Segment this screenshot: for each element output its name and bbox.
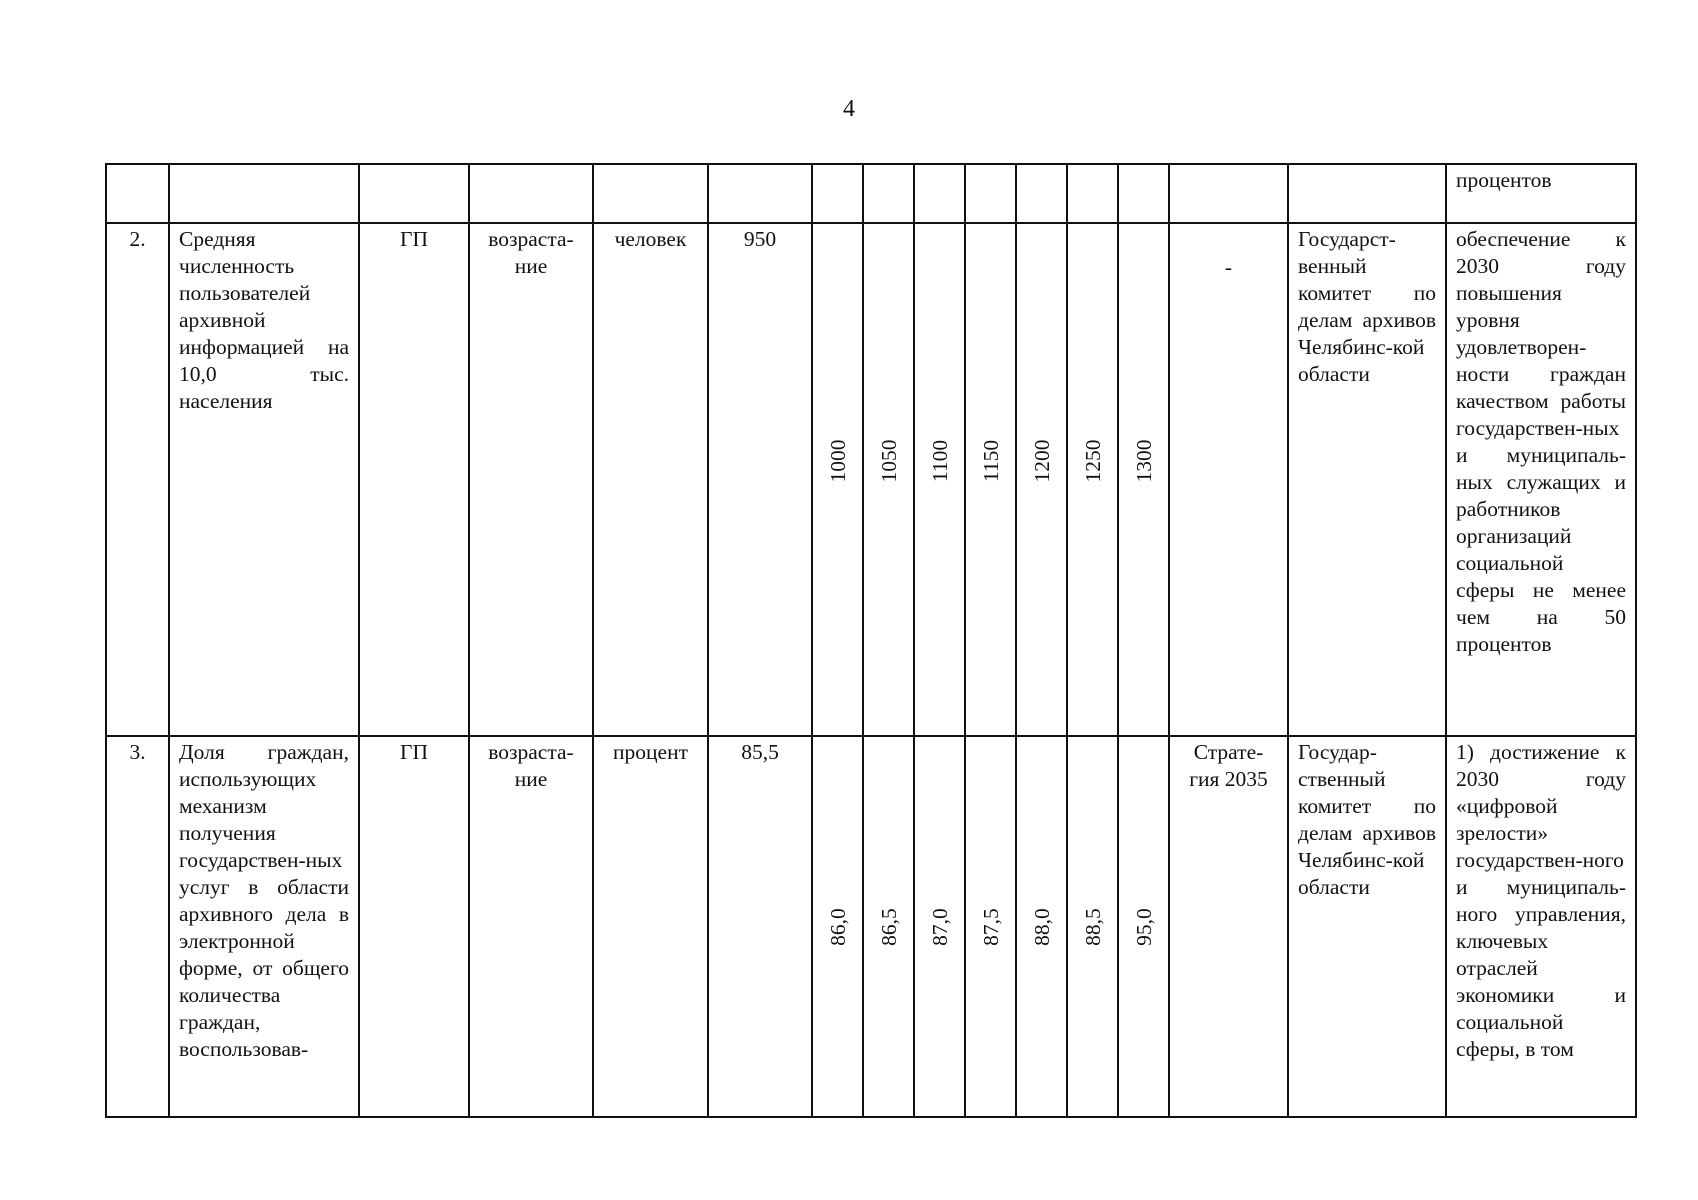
- year-value-cell: [1016, 223, 1067, 736]
- responsible-cell: Государ-ственный комитет по делам архивов Челябинс-кой области: [1288, 736, 1446, 1117]
- year-value: 1250: [1080, 439, 1105, 483]
- empty-cell: [812, 164, 863, 223]
- row-number: 2.: [106, 223, 169, 736]
- year-value-cell: [863, 223, 914, 736]
- goal-cell: обеспечение к 2030 году повышения уровня удовлетворен-ности граждан качеством работы государствен-ных и муниципаль-ных служащих и работников организаций социальной сферы не менее чем на 50 процентов: [1446, 223, 1636, 736]
- year-value: 1300: [1131, 439, 1156, 483]
- unit-cell: человек: [593, 223, 708, 736]
- year-value: 86,5: [876, 908, 901, 946]
- document-cell: Страте-гия 2035: [1169, 736, 1288, 1117]
- row-number: 3.: [106, 736, 169, 1117]
- indicator-name: Доля граждан, использующих механизм получения государствен-ных услуг в области архивного дела в электронной форме, от общего количества граждан, воспользовав-: [169, 736, 359, 1117]
- indicators-table: [105, 163, 1637, 1118]
- year-value: 87,5: [978, 908, 1003, 946]
- level-cell: ГП: [359, 223, 469, 736]
- empty-cell: [965, 164, 1016, 223]
- empty-cell: [1288, 164, 1446, 223]
- level-cell: ГП: [359, 736, 469, 1117]
- table-row-continuation: [106, 164, 1636, 223]
- empty-cell: [863, 164, 914, 223]
- year-value: 1050: [876, 439, 901, 483]
- base-value-cell: 950: [708, 223, 812, 736]
- year-value: 87,0: [927, 908, 952, 946]
- year-value-cell: [812, 736, 863, 1117]
- year-value-cell: [965, 736, 1016, 1117]
- unit-cell: процент: [593, 736, 708, 1117]
- empty-cell: [469, 164, 593, 223]
- year-value-cell: [965, 223, 1016, 736]
- direction-cell: возраста-ние: [469, 736, 593, 1117]
- responsible-cell: Государст-венный комитет по делам архивов Челябинс-кой области: [1288, 223, 1446, 736]
- year-value: 88,5: [1080, 908, 1105, 946]
- document-cell: -: [1169, 223, 1288, 736]
- year-value-cell: [914, 736, 965, 1117]
- year-value: 1200: [1029, 439, 1054, 483]
- year-value: 1150: [978, 439, 1003, 483]
- indicator-name: Средняя численность пользователей архивной информацией на 10,0 тыс. населения: [169, 223, 359, 736]
- empty-cell: [914, 164, 965, 223]
- year-value-cell: [1118, 736, 1169, 1117]
- year-value: 95,0: [1131, 908, 1156, 946]
- year-value: 86,0: [825, 908, 850, 946]
- empty-cell: [1118, 164, 1169, 223]
- empty-cell: [593, 164, 708, 223]
- year-value-cell: [863, 736, 914, 1117]
- year-value-cell: [1016, 736, 1067, 1117]
- empty-cell: [1169, 164, 1288, 223]
- year-value-cell: [1067, 223, 1118, 736]
- year-value: 1000: [825, 439, 850, 483]
- empty-cell: [359, 164, 469, 223]
- empty-cell: [1016, 164, 1067, 223]
- empty-cell: [106, 164, 169, 223]
- empty-cell: [169, 164, 359, 223]
- goal-cell: процентов: [1446, 164, 1636, 223]
- empty-cell: [1067, 164, 1118, 223]
- year-value: 88,0: [1029, 908, 1054, 946]
- goal-cell: 1) достижение к 2030 году «цифровой зрелости» государствен-ного и муниципаль-ного управления, ключевых отраслей экономики и социальной сферы, в том: [1446, 736, 1636, 1117]
- table-row: [106, 223, 1636, 736]
- page-number: 4: [843, 96, 855, 122]
- direction-cell: возраста-ние: [469, 223, 593, 736]
- year-value-cell: [812, 223, 863, 736]
- empty-cell: [708, 164, 812, 223]
- year-value-cell: [1118, 223, 1169, 736]
- table-row: [106, 736, 1636, 1117]
- year-value-cell: [1067, 736, 1118, 1117]
- base-value-cell: 85,5: [708, 736, 812, 1117]
- year-value-cell: [914, 223, 965, 736]
- year-value: 1100: [927, 439, 952, 483]
